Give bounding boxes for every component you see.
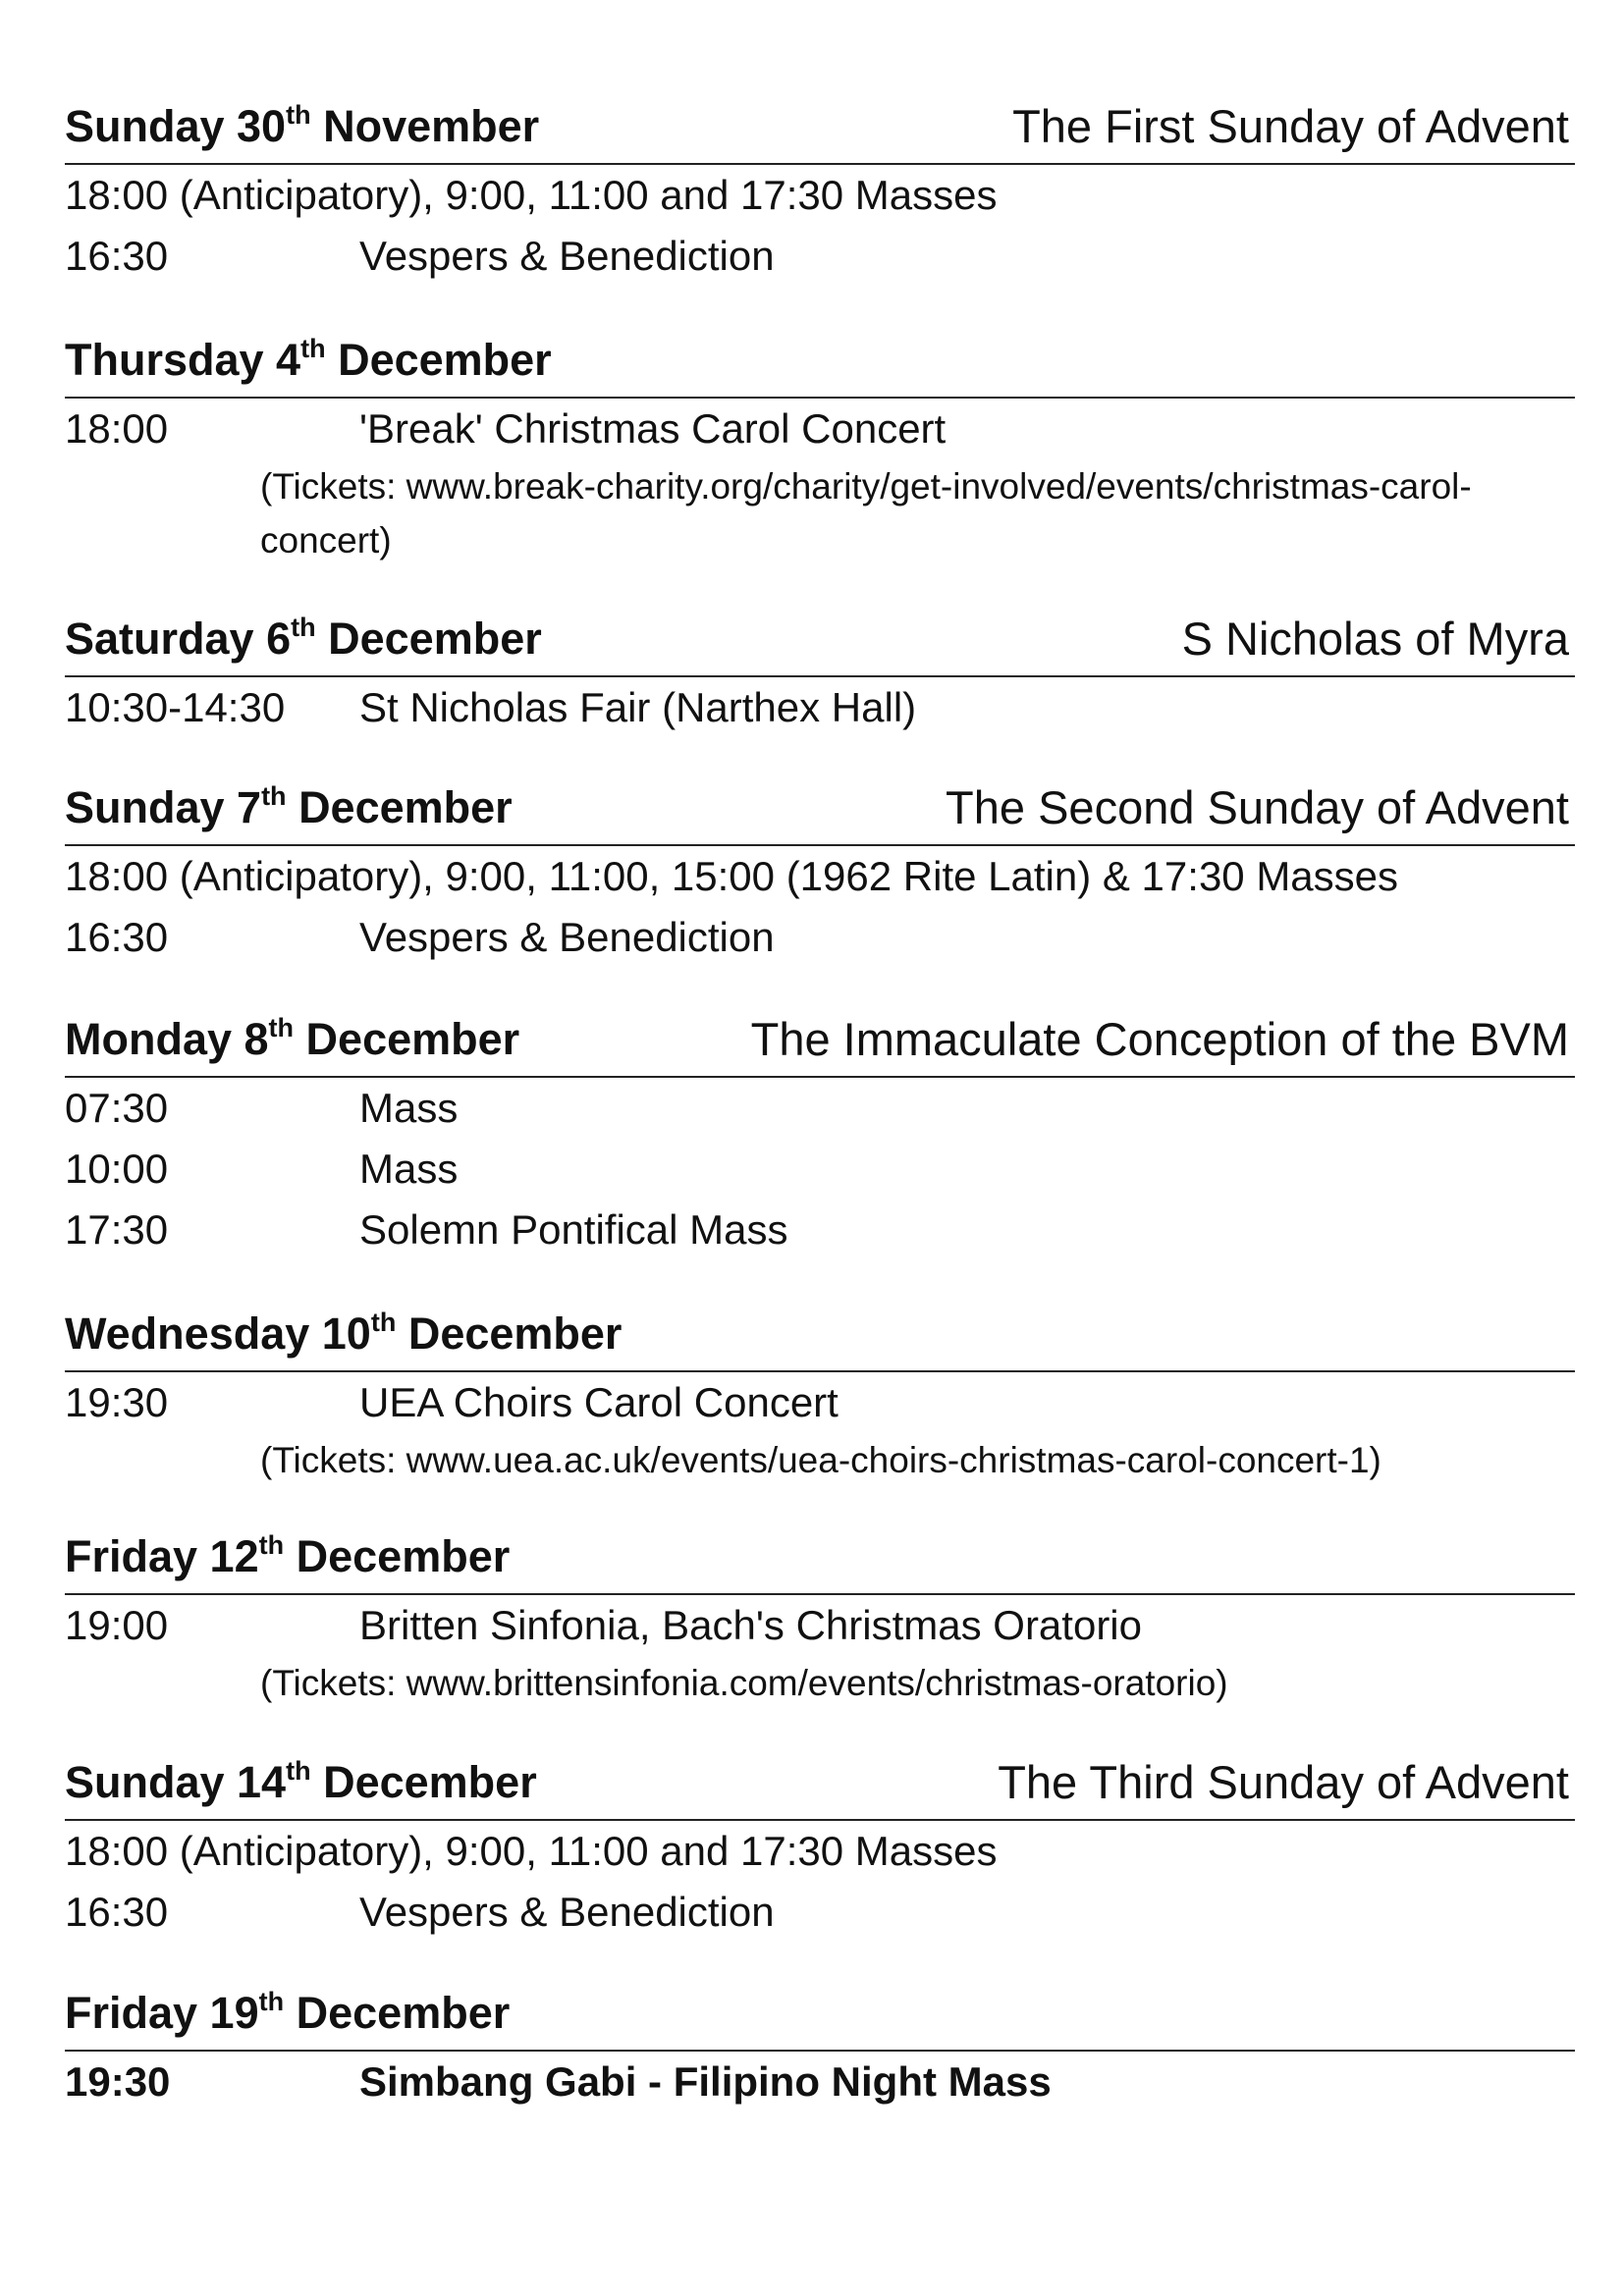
date-ordinal: th xyxy=(286,1756,311,1786)
schedule-line xyxy=(65,1882,1575,1943)
schedule-line xyxy=(65,907,1575,968)
section-header xyxy=(65,1011,1575,1076)
event-description: Vespers & Benediction xyxy=(359,914,775,960)
month-name: December xyxy=(305,1014,520,1064)
ticket-note: (Tickets: www.uea.ac.uk/events/uea-choirs-christmas-carol-concert-1) xyxy=(260,1440,1381,1480)
section-header xyxy=(65,1754,1575,1819)
schedule-section xyxy=(65,779,1575,968)
day-name: Saturday 6 xyxy=(65,614,292,664)
date-ordinal: th xyxy=(258,1987,285,2016)
schedule-line xyxy=(65,1139,1575,1200)
section-header xyxy=(65,1985,1575,2050)
event-description: 'Break' Christmas Carol Concert xyxy=(359,405,947,452)
day-name: Sunday 30 xyxy=(65,101,287,151)
event-time: 10:30-14:30 xyxy=(65,684,286,730)
day-heading xyxy=(65,100,539,153)
event-time: 19:30 xyxy=(65,2058,171,2105)
month-name: December xyxy=(407,1308,623,1359)
date-ordinal: th xyxy=(261,781,287,811)
event-description: Simbang Gabi - Filipino Night Mass xyxy=(359,2058,1052,2105)
schedule-line xyxy=(65,165,1575,226)
schedule-line xyxy=(65,2052,1575,2112)
day-name: Sunday 7 xyxy=(65,782,262,832)
ticket-note: (Tickets: www.break-charity.org/charity/get-involved/events/christmas-carol-concert) xyxy=(260,466,1472,561)
month-name: November xyxy=(323,101,540,151)
date-ordinal: th xyxy=(268,1013,295,1042)
feast-name: The Immaculate Conception of the BVM xyxy=(750,1013,1569,1065)
feast-name: The Third Sunday of Advent xyxy=(998,1756,1569,1808)
event-description: Mass xyxy=(359,1146,459,1192)
day-heading xyxy=(65,1530,510,1583)
event-time: 16:30 xyxy=(65,1889,169,1935)
day-heading xyxy=(65,1308,622,1361)
schedule-line xyxy=(65,1595,1575,1656)
event-description: Solemn Pontifical Mass xyxy=(359,1206,788,1253)
section-header xyxy=(65,611,1575,675)
schedule-section xyxy=(65,1754,1575,1943)
event-description: UEA Choirs Carol Concert xyxy=(359,1379,839,1425)
service-summary: 18:00 (Anticipatory), 9:00, 11:00, 15:00 (1962 Rite Latin) & 17:30 Masses xyxy=(65,853,1399,899)
schedule-section xyxy=(65,1985,1575,2112)
event-time: 18:00 xyxy=(65,405,169,452)
month-name: December xyxy=(328,614,542,664)
event-time: 19:30 xyxy=(65,1379,169,1425)
month-name: December xyxy=(338,335,552,385)
service-summary: 18:00 (Anticipatory), 9:00, 11:00 and 17:30 Masses xyxy=(65,1828,998,1874)
day-name: Wednesday 10 xyxy=(65,1308,371,1359)
feast-name: S Nicholas of Myra xyxy=(1181,613,1569,665)
day-heading xyxy=(65,1013,519,1066)
schedule-section xyxy=(65,611,1575,738)
event-description: St Nicholas Fair (Narthex Hall) xyxy=(359,684,917,730)
day-heading xyxy=(65,1756,537,1809)
event-time: 10:00 xyxy=(65,1146,169,1192)
day-name: Friday 12 xyxy=(65,1531,259,1581)
event-time: 19:00 xyxy=(65,1602,169,1648)
date-ordinal: th xyxy=(291,613,316,642)
date-ordinal: th xyxy=(286,100,311,130)
schedule-line xyxy=(65,846,1575,907)
section-header xyxy=(65,779,1575,844)
schedule-line xyxy=(65,399,1575,459)
ticket-note: (Tickets: www.brittensinfonia.com/events/christmas-oratorio) xyxy=(260,1663,1228,1703)
date-ordinal: th xyxy=(370,1308,397,1337)
month-name: December xyxy=(296,1988,511,2038)
schedule-line xyxy=(65,1821,1575,1882)
month-name: December xyxy=(298,782,513,832)
event-description: Vespers & Benediction xyxy=(359,1889,775,1935)
section-header xyxy=(65,1528,1575,1593)
month-name: December xyxy=(323,1757,537,1807)
schedule-section xyxy=(65,1528,1575,1710)
schedule-section xyxy=(65,1011,1575,1260)
schedule-line xyxy=(65,1200,1575,1260)
schedule-section xyxy=(65,1306,1575,1487)
day-heading xyxy=(65,1987,510,2040)
event-time: 07:30 xyxy=(65,1085,169,1131)
day-heading xyxy=(65,781,513,834)
day-name: Monday 8 xyxy=(65,1014,269,1064)
day-name: Thursday 4 xyxy=(65,335,301,385)
schedule-section xyxy=(65,332,1575,567)
event-description: Mass xyxy=(359,1085,459,1131)
event-description: Britten Sinfonia, Bach's Christmas Oratorio xyxy=(359,1602,1142,1648)
service-summary: 18:00 (Anticipatory), 9:00, 11:00 and 17:30 Masses xyxy=(65,172,998,218)
day-name: Friday 19 xyxy=(65,1988,259,2038)
day-heading xyxy=(65,613,542,666)
date-ordinal: th xyxy=(300,334,326,363)
event-time: 17:30 xyxy=(65,1206,169,1253)
day-heading xyxy=(65,334,552,387)
event-time: 16:30 xyxy=(65,914,169,960)
event-time: 16:30 xyxy=(65,233,169,279)
section-header xyxy=(65,98,1575,163)
feast-name: The First Sunday of Advent xyxy=(1012,100,1569,152)
section-header xyxy=(65,1306,1575,1370)
section-header xyxy=(65,332,1575,397)
schedule-line xyxy=(65,226,1575,287)
date-ordinal: th xyxy=(258,1530,285,1560)
day-name: Sunday 14 xyxy=(65,1757,287,1807)
feast-name: The Second Sunday of Advent xyxy=(946,781,1569,833)
schedule-line xyxy=(65,1372,1575,1433)
schedule-line xyxy=(65,677,1575,738)
schedule-line xyxy=(65,1078,1575,1139)
event-description: Vespers & Benediction xyxy=(359,233,775,279)
schedule-section xyxy=(65,98,1575,287)
month-name: December xyxy=(296,1531,511,1581)
